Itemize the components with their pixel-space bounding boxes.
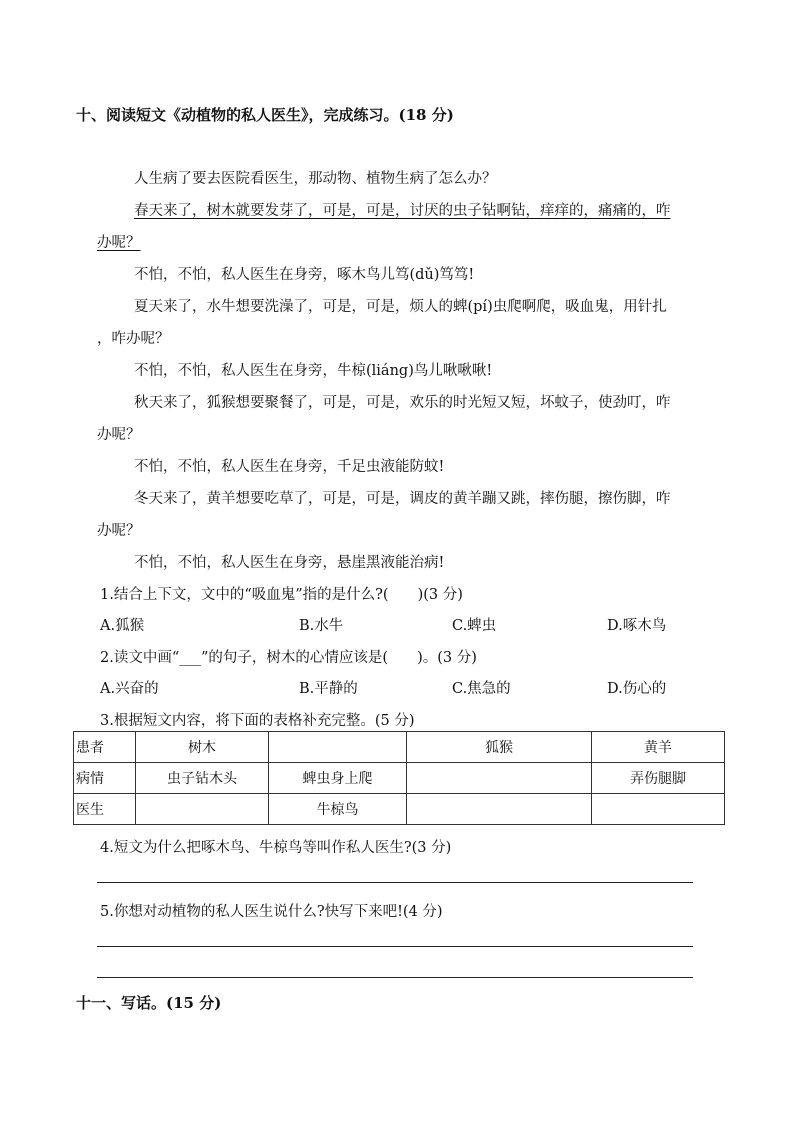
table-cell: 树木 — [136, 732, 269, 763]
question-3-stem: 3.根据短文内容，将下面的表格补充完整。(5 分) — [100, 713, 415, 729]
passage-line: 不怕，不怕，私人医生在身旁，悬崖黑液能治病! — [134, 555, 445, 571]
passage-line-underlined: 办呢？ — [97, 235, 141, 251]
table-cell: 弄伤腿脚 — [592, 763, 725, 794]
table-cell-header: 病情 — [74, 763, 136, 794]
q1-option-a[interactable]: A.狐猴 — [100, 618, 145, 634]
passage-line: 办呢？ — [97, 427, 141, 443]
question-1-stem: 1.结合上下文，文中的“吸血鬼”指的是什么?( )(3 分) — [100, 587, 463, 603]
table-row — [74, 732, 725, 763]
passage-line: 人生病了要去医院看医生，那动物、植物生病了怎么办？ — [134, 171, 497, 187]
table-cell-blank[interactable] — [592, 794, 725, 825]
question-5-stem: 5.你想对动植物的私人医生说什么?快写下来吧!(4 分) — [100, 904, 443, 920]
passage-line: 不怕，不怕，私人医生在身旁，啄木鸟儿笃(dǔ)笃笃! — [134, 267, 475, 283]
q5-answer-line[interactable] — [97, 977, 693, 978]
table-cell-blank[interactable] — [269, 732, 407, 763]
q1-option-b[interactable]: B.水牛 — [299, 618, 344, 634]
section-10-heading: 十、阅读短文《动植物的私人医生》，完成练习。(18 分) — [76, 106, 454, 124]
q2-option-b[interactable]: B.平静的 — [299, 681, 358, 697]
question-2-stem: 2.读文中画“___”的句子，树木的心情应该是( )。(3 分) — [100, 650, 477, 666]
table-cell: 虫子钻木头 — [136, 763, 269, 794]
table-cell: 黄羊 — [592, 732, 725, 763]
table-cell-blank[interactable] — [407, 794, 592, 825]
q1-option-c[interactable]: C.蜱虫 — [452, 618, 497, 634]
q5-answer-line[interactable] — [97, 946, 693, 947]
table-cell: 狐猴 — [407, 732, 592, 763]
table-cell-header: 患者 — [74, 732, 136, 763]
q4-answer-line[interactable] — [97, 882, 693, 883]
table-cell-header: 医生 — [74, 794, 136, 825]
q2-option-d[interactable]: D.伤心的 — [607, 681, 667, 697]
q2-option-a[interactable]: A.兴奋的 — [100, 681, 159, 697]
table-cell: 蜱虫身上爬 — [269, 763, 407, 794]
table-cell-blank[interactable] — [407, 763, 592, 794]
passage-line: 夏天来了，水牛想要洗澡了，可是，可是，烦人的蜱(pí)虫爬啊爬，吸血鬼，用针扎 — [134, 299, 667, 315]
passage-line: 不怕，不怕，私人医生在身旁，牛椋(liáng)鸟儿啾啾啾! — [134, 363, 493, 379]
table-cell-blank[interactable] — [136, 794, 269, 825]
passage-line: 冬天来了，黄羊想要吃草了，可是，可是，调皮的黄羊蹦又跳，摔伤腿，擦伤脚，咋 — [134, 491, 671, 507]
table-row — [74, 763, 725, 794]
table-row — [74, 794, 725, 825]
passage-line: ，咋办呢？ — [97, 331, 170, 347]
passage-line: 办呢？ — [97, 523, 141, 539]
passage-line: 秋天来了，狐猴想要聚餐了，可是，可是，欢乐的时光短又短，坏蚊子，使劲叮，咋 — [134, 395, 671, 411]
passage-line: 不怕，不怕，私人医生在身旁，千足虫液能防蚊! — [134, 459, 445, 475]
section-11-heading: 十一、写话。(15 分) — [76, 994, 222, 1012]
table-cell: 牛椋鸟 — [269, 794, 407, 825]
q1-option-d[interactable]: D.啄木鸟 — [607, 618, 667, 634]
question-4-stem: 4.短文为什么把啄木鸟、牛椋鸟等叫作私人医生?(3 分) — [100, 840, 452, 856]
passage-line-underlined: 春天来了，树木就要发芽了，可是，可是，讨厌的虫子钻啊钻，痒痒的，痛痛的，咋 — [134, 203, 671, 219]
q2-option-c[interactable]: C.焦急的 — [452, 681, 511, 697]
fill-in-table — [73, 731, 725, 825]
